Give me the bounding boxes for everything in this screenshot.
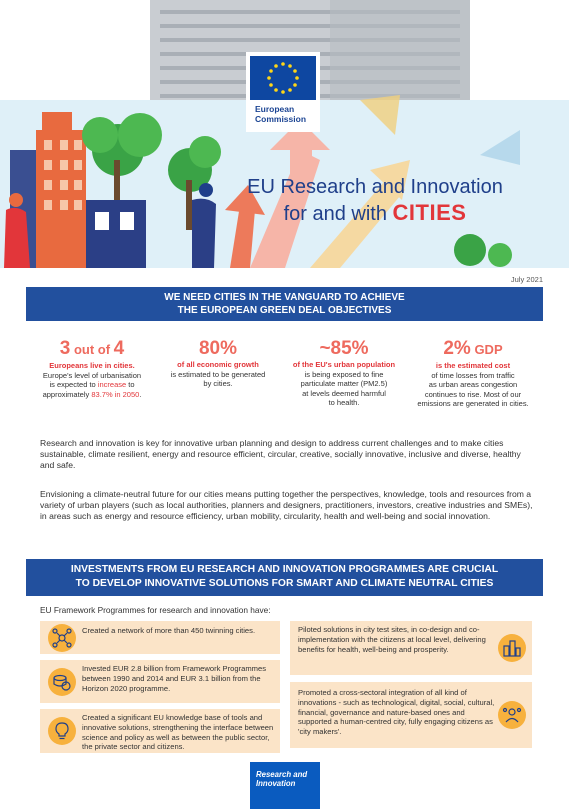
stat-highlight: is the estimated cost [435, 361, 511, 370]
programme-card-integration [290, 682, 532, 748]
stat-pollution [282, 338, 406, 408]
eu-flag-icon [250, 56, 316, 100]
stat-line: of time losses from traffic [431, 370, 515, 380]
section1-line1: WE NEED CITIES IN THE VANGUARD TO ACHIEVE [164, 292, 405, 303]
section2-line2: TO DEVELOP INNOVATIVE SOLUTIONS FOR SMART AND CLIMATE NEUTRAL CITIES [75, 578, 494, 589]
research-innovation-logo [250, 762, 320, 809]
european-commission-logo [246, 52, 320, 132]
title-line2 [205, 200, 545, 227]
stat-gdp-cost [408, 338, 538, 409]
programme-card-network [40, 621, 280, 654]
stat-text: to [126, 380, 135, 389]
programme-card-knowledge [40, 709, 280, 753]
stat-text: is expected to [49, 380, 98, 389]
stat-line: by cities. [203, 379, 233, 388]
lightbulb-icon [48, 717, 76, 745]
title-line1: EU Research and Innovation [247, 176, 503, 198]
stat-line [28, 380, 156, 390]
stat-value [28, 338, 156, 361]
stat-line: Europe's level of urbanisation [42, 370, 142, 380]
stat-line: is being exposed to fine [304, 369, 384, 379]
stat-line: as urban areas congestion [428, 380, 518, 389]
footer-line1: Research and [256, 770, 308, 779]
stat-big-end: 4 [113, 338, 125, 359]
hero-illustration [0, 0, 569, 268]
card-text: Created a significant EU knowledge base of tools and innovative solutions, strengthening the interface between science and policy as well as between the public sector, the private sector and citizens. [82, 713, 274, 752]
ec-logo-text [255, 104, 306, 124]
stat-economic-growth [158, 338, 278, 389]
stat-line: continues to rise. Most of our [424, 389, 522, 399]
vision-paragraph: Envisioning a climate-neutral future for our cities means putting together the perspectives, knowledge, tools and resources from a variety of urban players (such as local authorities, planners and designers, practitioners, investors, creative industries and SMEs), in areas such as energy and resource efficiency, urban mobility, circularity, health and well-being and social innovation. [40, 489, 533, 521]
card-text: Promoted a cross-sectoral integration of all kind of innovations - such as technological, digital, social, cultural, financial, governance and nature-based ones and supported a human-centred city, fully engaging citizens as 'city makers'. [298, 688, 495, 737]
publication-date: July 2021 [510, 275, 543, 284]
stat-line: is estimated to be generated [170, 369, 266, 379]
network-icon [48, 624, 76, 652]
programme-card-investment [40, 660, 280, 703]
logo-line1: European [255, 104, 295, 114]
stat-text-red: increase [97, 380, 127, 389]
stat-value: ~85% [319, 338, 369, 359]
stat-text-red: 83.7% in 2050 [91, 389, 140, 399]
city-illustration [0, 0, 569, 268]
logo-line2: Commission [255, 114, 307, 124]
footer-line2: Innovation [256, 779, 296, 788]
section2-line1: INVESTMENTS FROM EU RESEARCH AND INNOVATION PROGRAMMES ARE CRUCIAL [70, 564, 499, 575]
stat-line [28, 390, 156, 400]
stat-text: . [139, 389, 142, 399]
stat-line: particulate matter (PM2.5) [300, 379, 388, 388]
stat-highlight: Europeans live in cities. [49, 361, 135, 370]
card-text: Invested EUR 2.8 billion from Framework Programmes between 1990 and 2014 and EUR 3.1 billion from the Horizon 2020 programme. [82, 664, 266, 693]
stat-highlight: of all economic growth [177, 360, 259, 369]
title-line2-prefix: for and with [283, 203, 393, 225]
section2-banner [26, 559, 543, 596]
coins-icon [48, 668, 76, 696]
section1-line2: THE EUROPEAN GREEN DEAL OBJECTIVES [177, 305, 392, 316]
city-icon [498, 634, 526, 662]
programmes-intro: EU Framework Programmes for research and innovation have: [40, 605, 271, 615]
page-title [205, 174, 545, 227]
programme-card-pilots [290, 621, 532, 675]
title-highlight: CITIES [392, 200, 467, 225]
stat-value [408, 338, 538, 361]
stat-urbanisation [28, 338, 156, 399]
card-text: Piloted solutions in city test sites, in co-design and co-implementation with the citizens at local level, delivering benefits for health, well-being and prosperity. [298, 625, 486, 654]
card-text: Created a network of more than 450 twinning cities. [82, 626, 256, 635]
stat-big-mid: out of [70, 342, 114, 357]
stat-big: 2% [443, 338, 471, 359]
stat-value: 80% [198, 338, 238, 359]
stat-big: 3 [59, 338, 71, 359]
stat-text: approximately [42, 389, 92, 399]
people-network-icon [498, 701, 526, 729]
stat-line: to health. [328, 398, 360, 407]
intro-paragraph: Research and innovation is key for innovative urban planning and design to address current challenges and to make cities sustainable, climate resilient, energy and resource efficient, circular, creative, socially innovative, inclusive and diverse, healthy and safe. [40, 438, 521, 470]
stat-big-suffix: GDP [470, 342, 503, 357]
section1-banner [26, 287, 543, 321]
stat-line: at levels deemed harmful [302, 388, 386, 398]
stat-highlight: of the EU's urban population [292, 360, 396, 369]
stat-line: emissions are generated in cities. [417, 399, 529, 408]
